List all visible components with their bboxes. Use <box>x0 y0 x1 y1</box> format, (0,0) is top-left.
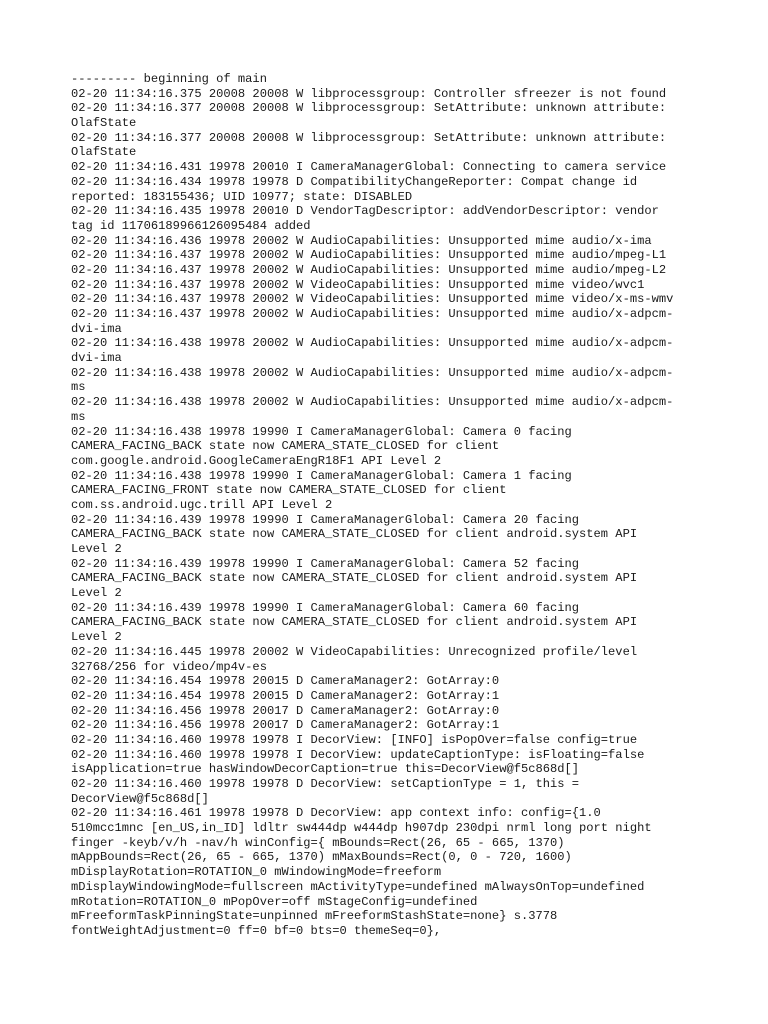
log-line: OlafState <box>71 116 137 131</box>
log-line: 02-20 11:34:16.438 19978 20002 W AudioCapabilities: Unsupported mime audio/x-adpcm- <box>71 336 674 351</box>
log-line: 02-20 11:34:16.437 19978 20002 W VideoCapabilities: Unsupported mime video/wvc1 <box>71 277 645 292</box>
log-line: CAMERA_FACING_BACK state now CAMERA_STATE_CLOSED for client <box>71 439 500 454</box>
log-line: isApplication=true hasWindowDecorCaption=true this=DecorView@f5c868d[] <box>71 762 580 777</box>
log-line: tag id 11706189966126095484 added <box>71 218 311 233</box>
log-line: 02-20 11:34:16.431 19978 20010 I CameraManagerGlobal: Connecting to camera service <box>71 160 667 175</box>
log-line: Level 2 <box>71 542 122 556</box>
log-line: ms <box>71 409 86 424</box>
log-line: 02-20 11:34:16.445 19978 20002 W VideoCapabilities: Unrecognized profile/level <box>71 644 638 659</box>
log-line: OlafState <box>71 145 137 160</box>
log-line: 02-20 11:34:16.456 19978 20017 D CameraManager2: GotArray:1 <box>71 718 500 733</box>
log-line: 02-20 11:34:16.439 19978 19990 I CameraManagerGlobal: Camera 20 facing <box>71 512 580 527</box>
log-line: mFreeformTaskPinningState=unpinned mFreeformStashState=none} s.3778 <box>71 909 558 924</box>
log-line: 32768/256 for video/mp4v-es <box>71 659 267 674</box>
log-line: 02-20 11:34:16.438 19978 19990 I CameraManagerGlobal: Camera 0 facing <box>71 424 572 439</box>
log-line: 02-20 11:34:16.436 19978 20002 W AudioCapabilities: Unsupported mime audio/x-ima <box>71 233 652 248</box>
log-line: 02-20 11:34:16.438 19978 20002 W AudioCapabilities: Unsupported mime audio/x-adpcm- <box>71 395 674 410</box>
log-line: mAppBounds=Rect(26, 65 - 665, 1370) mMaxBounds=Rect(0, 0 - 720, 1600) <box>71 850 572 865</box>
log-line: 02-20 11:34:16.377 20008 20008 W libprocessgroup: SetAttribute: unknown attribute: <box>71 130 667 145</box>
log-line: com.google.android.GoogleCameraEngR18F1 API Level 2 <box>71 453 442 468</box>
log-line: CAMERA_FACING_BACK state now CAMERA_STATE_CLOSED for client android.system API <box>71 571 638 586</box>
log-line: 510mcc1mnc [en_US,in_ID] ldltr sw444dp w444dp h907dp 230dpi nrml long port night <box>71 821 652 836</box>
log-line: Level 2 <box>71 586 122 601</box>
log-line: 02-20 11:34:16.438 19978 20002 W AudioCapabilities: Unsupported mime audio/x-adpcm- <box>71 365 674 380</box>
log-line: 02-20 11:34:16.454 19978 20015 D CameraManager2: GotArray:0 <box>71 674 500 689</box>
log-output <box>71 72 711 939</box>
log-line: 02-20 11:34:16.437 19978 20002 W VideoCapabilities: Unsupported mime video/x-ms-wmv <box>71 292 674 307</box>
log-line: CAMERA_FACING_BACK state now CAMERA_STATE_CLOSED for client android.system API <box>71 615 638 630</box>
log-line: CAMERA_FACING_BACK state now CAMERA_STATE_CLOSED for client android.system API <box>71 527 638 542</box>
log-line: 02-20 11:34:16.439 19978 19990 I CameraManagerGlobal: Camera 60 facing <box>71 600 580 615</box>
log-line: Level 2 <box>71 630 122 645</box>
log-line: com.ss.android.ugc.trill API Level 2 <box>71 497 333 512</box>
log-line: 02-20 11:34:16.460 19978 19978 I DecorView: [INFO] isPopOver=false config=true <box>71 732 638 747</box>
log-line: 02-20 11:34:16.456 19978 20017 D CameraManager2: GotArray:0 <box>71 703 500 718</box>
log-line: fontWeightAdjustment=0 ff=0 bf=0 bts=0 themeSeq=0}, <box>71 923 442 938</box>
log-line: mDisplayWindowingMode=fullscreen mActivityType=undefined mAlwaysOnTop=undefined <box>71 879 645 894</box>
log-line: 02-20 11:34:16.460 19978 19978 D DecorView: setCaptionType = 1, this = <box>71 777 580 791</box>
log-line: 02-20 11:34:16.435 19978 20010 D VendorTagDescriptor: addVendorDescriptor: vendor <box>71 204 659 219</box>
log-line: CAMERA_FACING_FRONT state now CAMERA_STATE_CLOSED for client <box>71 483 507 498</box>
log-line: 02-20 11:34:16.434 19978 19978 D CompatibilityChangeReporter: Compat change id <box>71 174 638 189</box>
log-line: reported: 183155436; UID 10977; state: DISABLED <box>71 189 413 204</box>
log-line: finger -keyb/v/h -nav/h winConfig={ mBounds=Rect(26, 65 - 665, 1370) <box>71 835 565 850</box>
log-line: dvi-ima <box>71 321 122 336</box>
log-line: mRotation=ROTATION_0 mPopOver=off mStageConfig=undefined <box>71 894 478 909</box>
log-line: 02-20 11:34:16.460 19978 19978 I DecorView: updateCaptionType: isFloating=false <box>71 747 645 762</box>
log-line: dvi-ima <box>71 351 122 366</box>
log-line: 02-20 11:34:16.377 20008 20008 W libprocessgroup: SetAttribute: unknown attribute: <box>71 101 667 116</box>
log-line: 02-20 11:34:16.438 19978 19990 I CameraManagerGlobal: Camera 1 facing <box>71 468 572 483</box>
log-line: 02-20 11:34:16.375 20008 20008 W libprocessgroup: Controller sfreezer is not found <box>71 86 667 101</box>
log-line: mDisplayRotation=ROTATION_0 mWindowingMode=freeform <box>71 865 442 880</box>
log-line: DecorView@f5c868d[] <box>71 791 209 806</box>
log-line: ms <box>71 380 86 395</box>
log-line: 02-20 11:34:16.437 19978 20002 W AudioCapabilities: Unsupported mime audio/mpeg-L2 <box>71 262 667 277</box>
log-line: 02-20 11:34:16.437 19978 20002 W AudioCapabilities: Unsupported mime audio/mpeg-L1 <box>71 248 667 263</box>
log-line: 02-20 11:34:16.437 19978 20002 W AudioCapabilities: Unsupported mime audio/x-adpcm- <box>71 307 674 321</box>
log-line: 02-20 11:34:16.461 19978 19978 D DecorView: app context info: config={1.0 <box>71 806 601 821</box>
log-line: 02-20 11:34:16.439 19978 19990 I CameraManagerGlobal: Camera 52 facing <box>71 556 580 571</box>
log-line: 02-20 11:34:16.454 19978 20015 D CameraManager2: GotArray:1 <box>71 688 500 703</box>
log-line: --------- beginning of main <box>71 72 267 86</box>
